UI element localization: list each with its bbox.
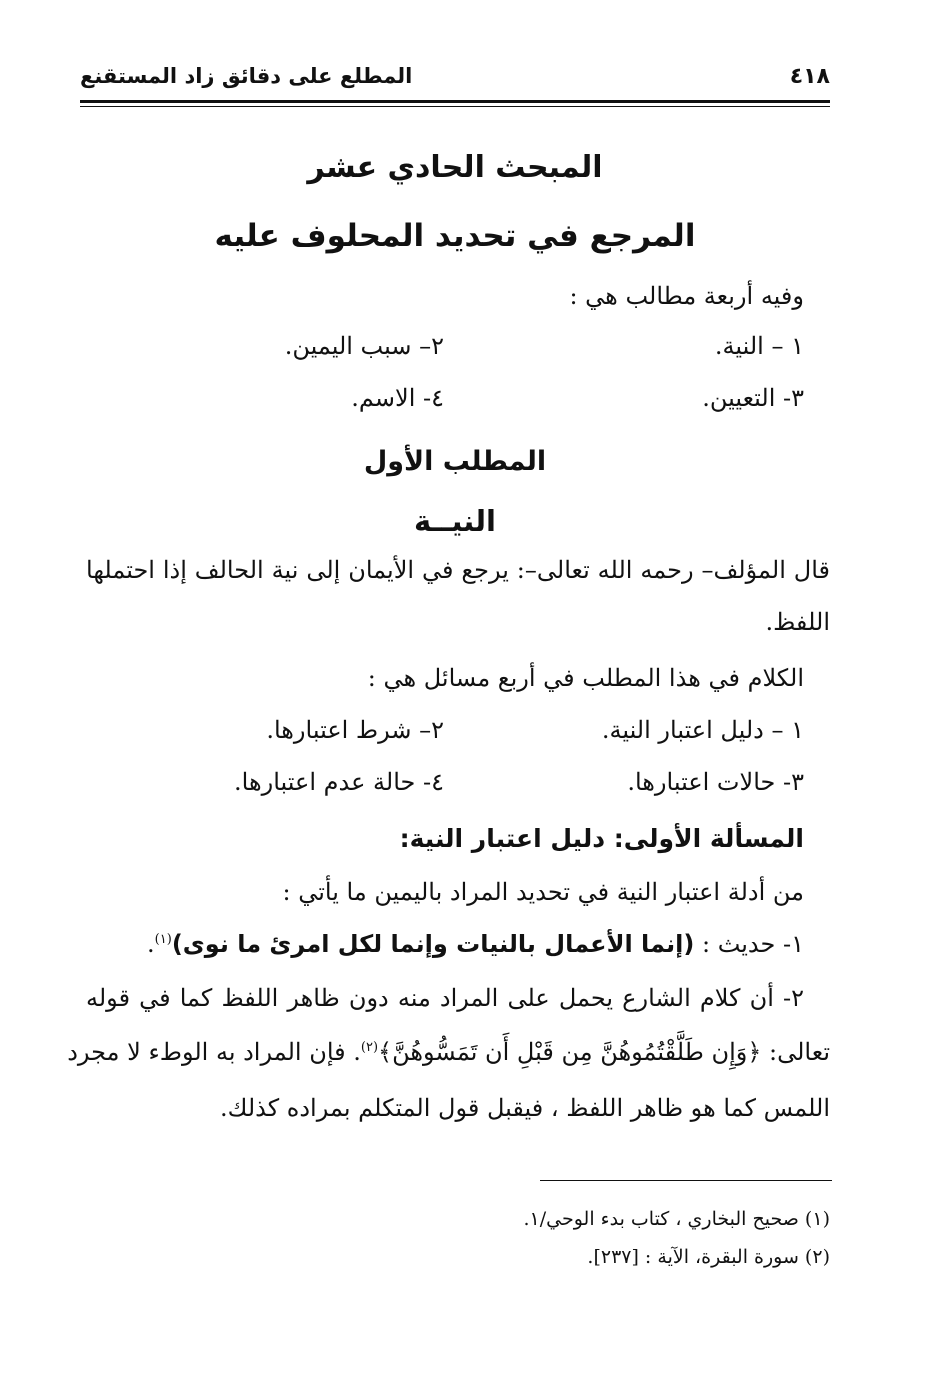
hadith-text: (إنما الأعمال بالنيات وإنما لكل امرئ ما نوى) bbox=[171, 930, 695, 958]
evidence-point-2-line-3: اللمس كما هو ظاهر اللفظ ، فيقبل قول المتكلم بمراده كذلك. bbox=[219, 1094, 830, 1122]
chapter-subtitle: المرجع في تحديد المحلوف عليه bbox=[214, 218, 696, 254]
page-number: ٤١٨ bbox=[789, 64, 830, 89]
section-subtitle: النيــة bbox=[414, 504, 496, 538]
section-item-3: ٣- حالات اعتبارها. bbox=[627, 768, 804, 796]
quran-verse: تعالى: ﴿وَإِن طَلَّقْتُمُوهُنَّ مِن قَبْلِ أَن تَمَسُّوهُنَّ﴾ bbox=[378, 1038, 830, 1066]
chapter-title: المبحث الحادي عشر bbox=[307, 150, 603, 185]
chapter-item-3: ٣- التعيين. bbox=[702, 384, 804, 412]
section-item-2: ٢– شرط اعتبارها. bbox=[266, 716, 444, 744]
author-quote-line-2: اللفظ. bbox=[765, 608, 830, 636]
author-quote-line-1: قال المؤلف– رحمه الله تعالى–: يرجع في الأيمان إلى نية الحالف إذا احتملها bbox=[86, 556, 830, 584]
header-rule-thick bbox=[80, 100, 830, 103]
section-item-1: ١ – دليل اعتبار النية. bbox=[601, 716, 804, 744]
chapter-item-4: ٤- الاسم. bbox=[351, 384, 444, 412]
point-1-end: . bbox=[147, 930, 155, 958]
issue-intro: من أدلة اعتبار النية في تحديد المراد باليمين ما يأتي : bbox=[282, 878, 804, 906]
chapter-item-1: ١ – النية. bbox=[714, 332, 804, 360]
section-intro: الكلام في هذا المطلب في أربع مسائل هي : bbox=[367, 664, 804, 692]
footnote-ref-1[interactable]: (١) bbox=[154, 932, 172, 947]
footnote-2: (٢) سورة البقرة، الآية : [٢٣٧]. bbox=[587, 1246, 830, 1268]
section-title: المطلب الأول bbox=[363, 446, 547, 477]
page-header bbox=[80, 64, 830, 94]
evidence-point-1 bbox=[147, 930, 804, 958]
footnote-1: (١) صحيح البخاري ، كتاب بدء الوحي/١. bbox=[523, 1208, 830, 1230]
header-rule-thin bbox=[80, 106, 830, 107]
issue-title: المسألة الأولى: دليل اعتبار النية: bbox=[399, 824, 804, 853]
evidence-point-2-line-2 bbox=[67, 1038, 830, 1066]
evidence-point-2-line-1: ٢- أن كلام الشارع يحمل على المراد منه دون ظاهر اللفظ كما في قوله bbox=[86, 984, 804, 1012]
point-1-prefix: ١- حديث : bbox=[694, 930, 804, 958]
section-item-4: ٤- حالة عدم اعتبارها. bbox=[234, 768, 444, 796]
running-title: المطلع على دقائق زاد المستقنع bbox=[80, 64, 413, 88]
chapter-item-2: ٢– سبب اليمين. bbox=[284, 332, 444, 360]
footnote-ref-2[interactable]: (٢) bbox=[360, 1040, 379, 1055]
point-2-continuation: . فإن المراد به الوطء لا مجرد bbox=[67, 1038, 361, 1066]
footnote-separator bbox=[540, 1180, 832, 1181]
chapter-intro: وفيه أربعة مطالب هي : bbox=[569, 282, 804, 310]
